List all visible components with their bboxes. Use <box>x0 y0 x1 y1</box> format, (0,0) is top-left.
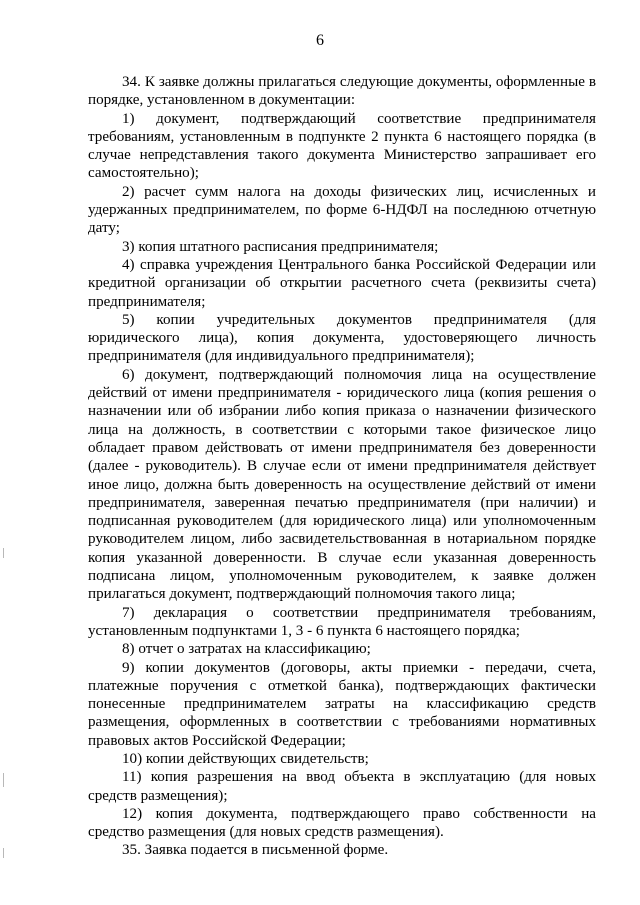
page-number: 6 <box>316 32 324 49</box>
list-item-10: 10) копии действующих свидетельств; <box>122 750 369 767</box>
list-item-2: 2) расчет сумм налога на доходы физических лиц, исчисленных и удержанных предпринимателем, по форме 6-НДФЛ на последнюю отчетную дату; <box>88 183 596 237</box>
paragraph-35: 35. Заявка подается в письменной форме. <box>122 842 389 859</box>
left-margin-mark <box>3 848 4 858</box>
left-margin-mark <box>3 548 4 558</box>
list-item-3: 3) копия штатного расписания предпринимателя; <box>122 238 439 255</box>
document-body <box>88 73 596 860</box>
list-item-6: 6) документ, подтверждающий полномочия лица на осуществление действий от имени предпринимателя - юридического лица (копия решения о назначении или об избрании либо копия приказа о назначении физического лица на должность, в соответствии с которыми такое физическое лицо обладает правом действовать от имени предпринимателя без доверенности (далее - руководитель). В случае если от имени предпринимателя действует иное лицо, должна быть доверенность на осуществление действий от имени предпринимателя, заверенная печатью предпринимателя (при наличии) и подписанная руководителем (для юридического лица) или уполномоченным руководителем лицом, либо засвидетельствованная в нотариальном порядке копия указанной доверенности. В случае если указанная доверенность подписана лицом, уполномоченным руководителем, к заявке должен прилагаться документ, подтверждающий полномочия такого лица; <box>88 366 596 603</box>
list-item-7: 7) декларация о соответствии предпринимателя требованиям, установленным подпунктами 1, 3 - 6 пункта 6 настоящего порядка; <box>88 604 596 639</box>
list-item-5: 5) копии учредительных документов предпринимателя (для юридического лица), копия документа, удостоверяющего личность предпринимателя (для индивидуального предпринимателя); <box>88 311 596 365</box>
list-item-12: 12) копия документа, подтверждающего право собственности на средство размещения (для новых средств размещения). <box>88 805 596 841</box>
left-margin-mark <box>3 773 4 787</box>
list-item-9: 9) копии документов (договоры, акты приемки - передачи, счета, платежные поручения с отметкой банка), подтверждающих фактически понесенные предпринимателем затраты на классификацию средств размещения, оформленных в соответствии с требованиями нормативных правовых актов Российской Федерации; <box>88 659 596 749</box>
list-item-4: 4) справка учреждения Центрального банка Российской Федерации или кредитной организации об открытии расчетного счета (реквизиты счета) предпринимателя; <box>88 256 596 310</box>
list-item-8: 8) отчет о затратах на классификацию; <box>122 641 371 658</box>
list-item-11: 11) копия разрешения на ввод объекта в эксплуатацию (для новых средств размещения); <box>88 769 596 804</box>
list-item-1: 1) документ, подтверждающий соответствие предпринимателя требованиям, установленным в подпункте 2 пункта 6 настоящего порядка (в случае непредставления такого документа Министерство запрашивает его самостоятельно); <box>88 110 596 182</box>
paragraph-34: 34. К заявке должны прилагаться следующие документы, оформленные в порядке, установленном в документации: <box>88 74 596 109</box>
